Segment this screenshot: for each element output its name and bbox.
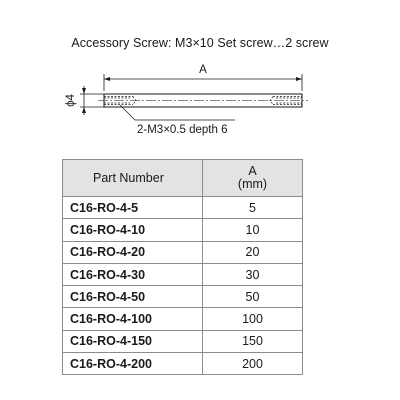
accessory-caption: Accessory Screw: M3×10 Set screw…2 screw	[71, 36, 329, 50]
header-dimension-a	[203, 160, 303, 197]
part-number-cell: C16-RO-4-200	[63, 353, 203, 375]
part-number-cell: C16-RO-4-10	[63, 219, 203, 241]
part-number-table	[62, 159, 303, 375]
table-row	[63, 263, 303, 285]
diameter-label: ϕ4	[65, 94, 77, 107]
table-row	[63, 219, 303, 241]
diameter-arrow-top	[82, 88, 86, 94]
shaft-drawing	[0, 58, 400, 148]
thread-callout: 2-M3×0.5 depth 6	[137, 124, 228, 136]
dimension-a-label: A	[199, 64, 207, 76]
dimension-a-line	[104, 74, 302, 91]
header-part-number: Part Number	[63, 160, 203, 197]
part-number-cell: C16-RO-4-30	[63, 263, 203, 285]
dimension-a-cell: 200	[203, 353, 303, 375]
table-row	[63, 197, 303, 219]
part-number-cell: C16-RO-4-150	[63, 330, 203, 352]
diameter-arrow-bottom	[82, 107, 86, 113]
dimension-a-cell: 100	[203, 308, 303, 330]
table-header-row	[63, 160, 303, 197]
arrowhead-right	[296, 77, 302, 81]
part-number-cell: C16-RO-4-5	[63, 197, 203, 219]
dimension-a-cell: 20	[203, 241, 303, 263]
table-row	[63, 330, 303, 352]
dimension-a-cell: 5	[203, 197, 303, 219]
table-row	[63, 353, 303, 375]
part-number-cell: C16-RO-4-50	[63, 286, 203, 308]
dimension-a-cell: 30	[203, 263, 303, 285]
part-number-cell: C16-RO-4-100	[63, 308, 203, 330]
header-a-unit: (mm)	[237, 177, 268, 191]
table-row	[63, 286, 303, 308]
table-row	[63, 308, 303, 330]
header-a-label: A	[248, 164, 257, 178]
dimension-a-cell: 50	[203, 286, 303, 308]
part-number-cell: C16-RO-4-20	[63, 241, 203, 263]
arrowhead-left	[104, 77, 110, 81]
table-row	[63, 241, 303, 263]
dimension-a-cell: 150	[203, 330, 303, 352]
dimension-a-cell: 10	[203, 219, 303, 241]
